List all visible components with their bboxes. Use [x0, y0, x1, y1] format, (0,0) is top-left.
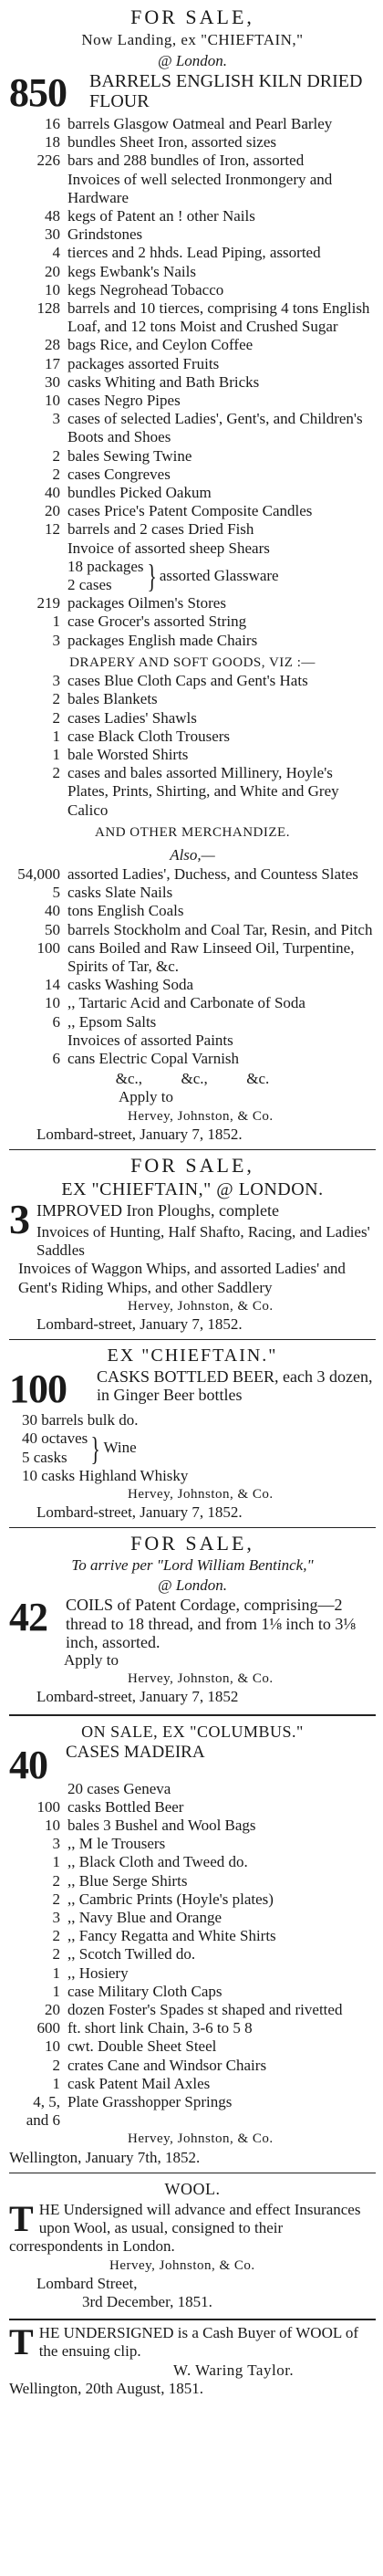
- item-quantity: 600: [36, 2019, 60, 2037]
- item-description: ,, M le Trousers: [67, 1835, 166, 1853]
- item-description: bags Rice, and Ceylon Coffee: [67, 336, 254, 354]
- item-description: cask Patent Mail Axles: [67, 2074, 211, 2092]
- item-description: ,, Hosiery: [67, 1963, 129, 1982]
- ad-cordage: [9, 1532, 376, 1706]
- item-quantity: 10: [45, 1817, 60, 1835]
- item-quantity: 2: [52, 690, 60, 708]
- item-quantity: 100: [36, 938, 60, 957]
- list-item: [9, 299, 376, 336]
- item-quantity: 4: [52, 244, 60, 262]
- item-description: cases Blue Cloth Caps and Gent's Hats: [67, 672, 308, 690]
- firm-signature: Hervey, Johnston, & Co.: [109, 2257, 255, 2273]
- item-description: assorted Ladies', Duchess, and Countess Slates: [67, 864, 358, 883]
- list-item: [9, 1013, 376, 1031]
- item-description: kegs Ewbank's Nails: [67, 262, 196, 280]
- list-item: [9, 410, 376, 446]
- item-description: bales Sewing Twine: [67, 446, 192, 465]
- ad-origin: @ London.: [157, 1576, 228, 1595]
- item-description: tierces and 2 hhds. Lead Piping, assorted: [67, 244, 321, 262]
- item-quantity: 16: [45, 115, 60, 132]
- list-item: [9, 263, 376, 281]
- item-description: ,, Epsom Salts: [67, 1012, 157, 1031]
- item-quantity: [9, 539, 67, 558]
- ad-wool-insurance: [9, 2177, 376, 2311]
- item-quantity: 48: [45, 207, 60, 225]
- lead-quantity: 40: [9, 1742, 47, 1787]
- lead-description: IMPROVED Iron Ploughs, complete: [36, 1200, 279, 1220]
- list-item: [9, 865, 376, 884]
- list-item: [9, 2057, 376, 2075]
- lead-item: [9, 71, 376, 115]
- list-item: [9, 152, 376, 170]
- item-description: cases Ladies' Shawls: [67, 708, 197, 727]
- list-item: [9, 392, 376, 410]
- divider: [9, 1149, 376, 1150]
- ad-date: Lombard-street, January 7, 1852.: [36, 1314, 243, 1333]
- list-item: [9, 902, 376, 920]
- list-item: [9, 1031, 376, 1050]
- item-description: barrels and 10 tierces, comprising 4 tons English Loaf, and 12 tons Moist and Crushed Sugar: [67, 299, 370, 336]
- item-description: barrels Stockholm and Coal Tar, Resin, and Pitch: [67, 920, 373, 938]
- item-quantity: 20: [45, 2001, 60, 2019]
- list-item: [9, 2037, 376, 2056]
- item-quantity: 12: [45, 520, 60, 539]
- item-description: kegs of Patent an ! other Nails: [67, 207, 255, 225]
- item-quantity: 50: [45, 920, 60, 938]
- glassware-label: assorted Glassware: [159, 566, 279, 584]
- item-description: ,, Black Cloth and Tweed do.: [67, 1853, 248, 1871]
- list-item: [9, 520, 376, 539]
- list-item: [9, 1817, 376, 1835]
- list-item: [9, 884, 376, 902]
- item-quantity: 3: [52, 1909, 60, 1927]
- item-description: case Grocer's assorted String: [67, 613, 247, 631]
- list-item: [9, 594, 376, 613]
- ad-wool-buyer: [9, 2321, 376, 2398]
- item-list: [9, 672, 376, 820]
- lead-item: [9, 1742, 376, 1787]
- item-quantity: 40: [45, 484, 60, 502]
- list-item: [9, 921, 376, 939]
- item-quantity: 30: [45, 372, 60, 391]
- list-item: [9, 1927, 376, 1945]
- invoice-line: Invoices of Waggon Whips, and assorted Ladies' and Gent's Riding Whips, and other Saddlery: [18, 1260, 346, 1296]
- list-item: [9, 225, 376, 244]
- ad-chieftain-beer: [9, 1344, 376, 1522]
- item-quantity: 2: [52, 1890, 60, 1908]
- signature: W. Waring Taylor.: [173, 2361, 295, 2379]
- list-item: [9, 1890, 376, 1909]
- item-description: Plate Grasshopper Springs: [67, 2093, 233, 2111]
- list-item: [9, 1780, 376, 1798]
- list-item: [9, 281, 376, 299]
- item-description: ,, Navy Blue and Orange: [67, 1909, 223, 1927]
- item-description: cases Price's Patent Composite Candles: [67, 502, 313, 520]
- item-quantity: 2: [52, 1945, 60, 1963]
- ad-columbus-madeira: [9, 1720, 376, 2167]
- list-item: [9, 1798, 376, 1817]
- lead-item: [9, 1367, 376, 1411]
- firm-signature: Hervey, Johnston, & Co.: [128, 1108, 274, 1124]
- item-description: casks Slate Nails: [67, 884, 173, 902]
- item-quantity: 2: [52, 708, 60, 727]
- list-item: [9, 373, 376, 392]
- lead-quantity: 100: [9, 1367, 67, 1412]
- item-quantity: 1: [52, 745, 60, 763]
- ad-heading: EX "CHIEFTAIN.": [107, 1346, 278, 1367]
- item-quantity: 10: [45, 2037, 60, 2056]
- item-description: ft. short link Chain, 3-6 to 5 8: [67, 2019, 253, 2037]
- apply-to: Apply to: [64, 1651, 119, 1670]
- list-item: [9, 1964, 376, 1983]
- item-description: Invoices of assorted Paints: [67, 1031, 233, 1049]
- item-description: bale Worsted Shirts: [67, 745, 189, 763]
- lead-item: [9, 1596, 376, 1651]
- list-item: [9, 613, 376, 631]
- item-quantity: 3: [52, 410, 60, 428]
- ad-origin: @ London.: [157, 52, 228, 69]
- section-heading: AND OTHER MERCHANDIZE.: [95, 824, 290, 840]
- item-description: cans Boiled and Raw Linseed Oil, Turpentine, Spirits of Tar, &c.: [67, 938, 355, 975]
- item-quantity: 54,000: [17, 864, 60, 883]
- list-item: [9, 2093, 376, 2130]
- item-description: case Military Cloth Caps: [67, 1982, 223, 2000]
- item-list: [9, 115, 376, 558]
- list-item: [9, 171, 376, 207]
- item-quantity: 3: [52, 631, 60, 649]
- list-item: [9, 133, 376, 152]
- glassware-packages: 18 packages: [67, 557, 144, 575]
- item-quantity: 1: [52, 1853, 60, 1871]
- ad-body: [9, 2321, 376, 2363]
- item-description: cases of selected Ladies', Gent's, and Children's Boots and Shoes: [67, 410, 363, 446]
- lead-description: COILS of Patent Cordage, comprising—2 thread to 18 thread, and from 1⅛ inch to 3⅛ inch, assorted.: [66, 1596, 356, 1651]
- item-description: ,, Blue Serge Shirts: [67, 1871, 188, 1890]
- item-quantity: 30: [45, 225, 60, 244]
- ad-chieftain-ploughs: [9, 1154, 376, 1334]
- divider: [9, 1339, 376, 1340]
- item-quantity: 40: [45, 902, 60, 920]
- list-item: [9, 709, 376, 728]
- item-quantity: 219: [36, 594, 60, 613]
- item-quantity: 17: [45, 354, 60, 372]
- item-quantity: 1: [52, 1963, 60, 1982]
- item-description: packages English made Chairs: [67, 631, 258, 649]
- list-item: [9, 484, 376, 502]
- item-description: bales 3 Bushel and Wool Bags: [67, 1817, 256, 1835]
- ad-body: [9, 2197, 376, 2257]
- item-quantity: 1: [52, 727, 60, 745]
- list-item: [9, 1945, 376, 1963]
- item-quantity: 128: [36, 299, 60, 318]
- item-description: casks Bottled Beer: [67, 1797, 184, 1816]
- item-quantity: 6: [52, 1012, 60, 1031]
- ad-text: HE Undersigned will advance and effect Insurances upon Wool, as usual, consigned to their correspondents in London.: [9, 2200, 361, 2256]
- list-item: [9, 447, 376, 466]
- glassware-group: [9, 558, 376, 594]
- list-item: [9, 244, 376, 262]
- ad-subheading: To arrive per "Lord William Bentinck,": [71, 1556, 314, 1575]
- item-quantity: 1: [52, 2074, 60, 2092]
- item-description: bundles Picked Oakum: [67, 484, 212, 502]
- item-description: tons English Coals: [67, 902, 184, 920]
- divider: [9, 1527, 376, 1528]
- lead-description: CASKS BOTTLED BEER, each 3 dozen, in Ginger Beer bottles: [97, 1367, 373, 1405]
- item-quantity: 100: [36, 1797, 60, 1816]
- ad-chieftain-flour: [9, 5, 376, 1144]
- item-quantity: [9, 171, 67, 207]
- item-line: 30 barrels bulk do.: [22, 1411, 139, 1429]
- list-item: [9, 939, 376, 976]
- ad-heading: ON SALE, EX "COLUMBUS.": [81, 1722, 304, 1741]
- item-quantity: 4, 5, and 6: [26, 2093, 60, 2130]
- item-description: ,, Fancy Regatta and White Shirts: [67, 1927, 276, 1945]
- item-description: case Black Cloth Trousers: [67, 727, 231, 745]
- item-description: casks Whiting and Bath Bricks: [67, 372, 260, 391]
- item-description: cans Electric Copal Varnish: [67, 1049, 240, 1067]
- ad-heading: WOOL.: [164, 2179, 221, 2198]
- ad-date: 3rd December, 1851.: [82, 2292, 212, 2310]
- etc-line: &c., &c., &c.: [115, 1070, 270, 1088]
- item-quantity: 2: [52, 764, 60, 782]
- ad-date: Lombard-street, January 7, 1852: [36, 1688, 239, 1706]
- ad-heading: FOR SALE,: [130, 5, 254, 28]
- item-description: cwt. Double Sheet Steel: [67, 2037, 217, 2056]
- item-description: cases and bales assorted Millinery, Hoyle's Plates, Prints, Shirting, and White and Grey Calico: [67, 764, 339, 819]
- ad-text: HE UNDERSIGNED is a Cash Buyer of WOOL of the ensuing clip.: [38, 2324, 359, 2361]
- item-list: [9, 594, 376, 650]
- list-item: [9, 355, 376, 373]
- item-description: cases Negro Pipes: [67, 392, 181, 410]
- ad-date: Wellington, January 7th, 1852.: [9, 2148, 201, 2166]
- item-description: ,, Cambric Prints (Hoyle's plates): [67, 1890, 274, 1908]
- divider: [9, 1714, 376, 1716]
- item-quantity: 2: [52, 1927, 60, 1945]
- item-quantity: 20: [45, 502, 60, 520]
- wine-octaves: 40 octaves: [22, 1429, 88, 1448]
- list-item: [9, 690, 376, 708]
- item-quantity: 2: [52, 2056, 60, 2074]
- item-quantity: 226: [36, 152, 60, 170]
- item-quantity: 6: [52, 1049, 60, 1067]
- item-description: cases Congreves: [67, 465, 171, 483]
- item-list: [9, 865, 376, 1068]
- item-description: 20 cases Geneva: [67, 1779, 171, 1797]
- item-line: 10 casks Highland Whisky: [22, 1466, 189, 1484]
- firm-signature: Hervey, Johnston, & Co.: [128, 2131, 274, 2147]
- item-description: ,, Tartaric Acid and Carbonate of Soda: [67, 994, 305, 1012]
- lead-description: CASES MADEIRA: [66, 1742, 205, 1762]
- firm-signature: Hervey, Johnston, & Co.: [128, 1487, 274, 1502]
- list-item: [9, 1872, 376, 1890]
- list-item: [9, 1835, 376, 1853]
- list-item: [9, 2019, 376, 2037]
- ad-date: Lombard-street, January 7, 1852.: [36, 1503, 243, 1522]
- item-list: [9, 1780, 376, 2131]
- item-description: ,, Scotch Twilled do.: [67, 1945, 196, 1963]
- item-description: Grindstones: [67, 225, 143, 244]
- list-item: [9, 2001, 376, 2019]
- list-item: [9, 728, 376, 746]
- item-quantity: 20: [45, 262, 60, 280]
- firm-signature: Hervey, Johnston, & Co.: [128, 1671, 274, 1687]
- drop-cap: T: [9, 2321, 34, 2363]
- ad-subheading: EX "CHIEFTAIN," @ LONDON.: [61, 1178, 324, 1199]
- ad-heading: FOR SALE,: [130, 1532, 254, 1555]
- item-quantity: 28: [45, 336, 60, 354]
- section-heading: DRAPERY AND SOFT GOODS, VIZ :—: [69, 654, 316, 670]
- apply-to: Apply to: [119, 1088, 173, 1106]
- item-quantity: 1: [52, 613, 60, 631]
- item-description: crates Cane and Windsor Chairs: [67, 2056, 267, 2074]
- wine-label: Wine: [103, 1439, 137, 1457]
- item-quantity: 14: [45, 976, 60, 994]
- item-description: bars and 288 bundles of Iron, assorted: [67, 152, 305, 170]
- ad-date: Wellington, 20th August, 1851.: [9, 2379, 204, 2397]
- invoice-line: Invoices of Hunting, Half Shafto, Racing, and Ladies' Saddles: [36, 1222, 370, 1260]
- lead-quantity: 850: [9, 70, 67, 115]
- ad-heading: FOR SALE,: [130, 1153, 254, 1177]
- lead-quantity: 3: [9, 1195, 29, 1242]
- list-item: [9, 1983, 376, 2001]
- list-item: [9, 672, 376, 690]
- item-description: bundles Sheet Iron, assorted sizes: [67, 133, 276, 152]
- list-item: [9, 502, 376, 520]
- item-description: barrels Glasgow Oatmeal and Pearl Barley: [67, 115, 333, 132]
- list-item: [9, 976, 376, 994]
- list-item: [9, 1050, 376, 1068]
- item-description: casks Washing Soda: [67, 976, 194, 994]
- list-item: [9, 1909, 376, 1927]
- item-quantity: 10: [45, 280, 60, 298]
- list-item: [9, 539, 376, 558]
- also-heading: Also,—: [170, 845, 215, 864]
- item-description: kegs Negrohead Tobacco: [67, 280, 224, 298]
- divider: [9, 2319, 376, 2320]
- item-description: packages Oilmen's Stores: [67, 594, 226, 613]
- item-quantity: 3: [52, 672, 60, 690]
- list-item: [9, 632, 376, 650]
- drop-cap: T: [9, 2197, 34, 2239]
- item-quantity: 10: [45, 392, 60, 410]
- firm-signature: Hervey, Johnston, & Co.: [128, 1298, 274, 1314]
- item-description: Invoices of well selected Ironmongery and Hardware: [67, 170, 333, 206]
- item-description: barrels and 2 cases Dried Fish: [67, 520, 254, 539]
- item-quantity: 2: [52, 446, 60, 465]
- list-item: [9, 207, 376, 225]
- item-quantity: 5: [52, 884, 60, 902]
- item-description: dozen Foster's Spades st shaped and rivetted: [67, 2001, 343, 2019]
- lead-quantity: 42: [9, 1595, 47, 1640]
- lead-description: BARRELS ENGLISH KILN DRIED FLOUR: [89, 71, 363, 111]
- ad-subheading: Now Landing, ex "CHIEFTAIN,": [81, 31, 304, 48]
- item-description: packages assorted Fruits: [67, 354, 220, 372]
- item-description: bales Blankets: [67, 690, 158, 708]
- item-quantity: 10: [45, 994, 60, 1012]
- list-item: [9, 746, 376, 764]
- item-quantity: 1: [52, 1982, 60, 2000]
- item-quantity: 3: [52, 1835, 60, 1853]
- list-item: [9, 2075, 376, 2093]
- list-item: [9, 466, 376, 484]
- item-quantity: 18: [45, 133, 60, 152]
- list-item: [9, 764, 376, 820]
- glassware-cases: 2 cases: [67, 576, 112, 594]
- ad-date: Lombard-street, January 7, 1852.: [36, 1125, 243, 1143]
- list-item: [9, 994, 376, 1012]
- brace-icon: }: [147, 558, 157, 595]
- item-quantity: 2: [52, 465, 60, 483]
- list-item: [9, 115, 376, 133]
- brace-icon: }: [90, 1429, 101, 1467]
- wine-casks: 5 casks: [22, 1448, 67, 1466]
- ad-place: Lombard Street,: [36, 2274, 138, 2292]
- item-quantity: [9, 1031, 67, 1050]
- wine-group: [9, 1429, 376, 1466]
- item-quantity: 2: [52, 1871, 60, 1890]
- list-item: [9, 1853, 376, 1871]
- list-item: [9, 336, 376, 354]
- item-description: Invoice of assorted sheep Shears: [67, 539, 270, 557]
